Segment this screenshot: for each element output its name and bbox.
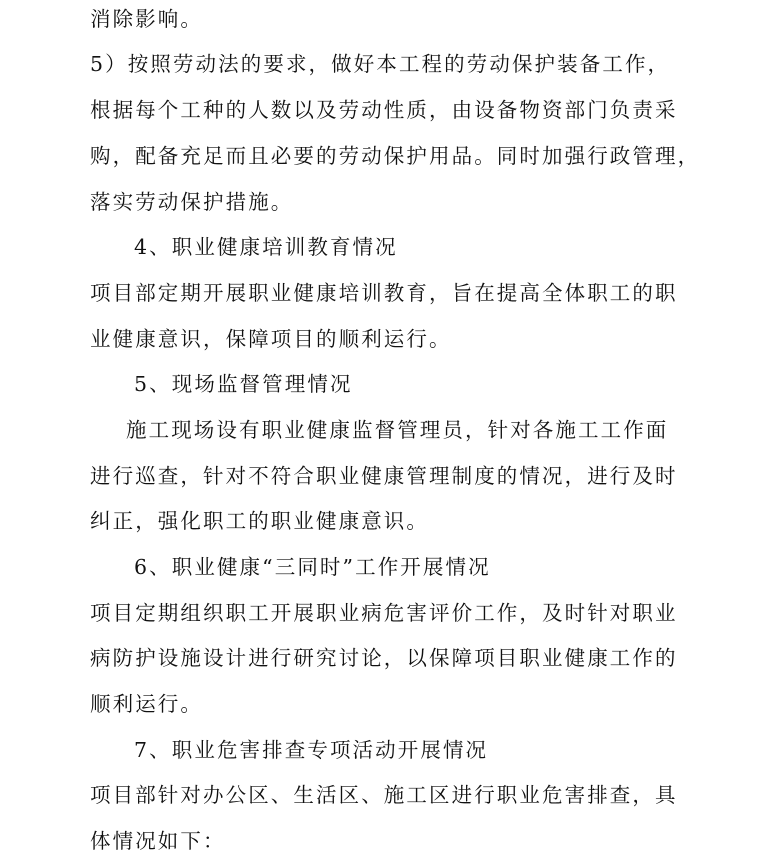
- paragraph-line: 消除影响。: [90, 7, 203, 31]
- section-heading: 4、职业健康培训教育情况: [134, 235, 398, 259]
- paragraph-line: 项目部针对办公区、生活区、施工区进行职业危害排查，具: [90, 783, 678, 807]
- paragraph-line: 顺利运行。: [90, 692, 203, 716]
- section-heading: 6、职业健康“三同时”工作开展情况: [134, 555, 491, 579]
- paragraph-line: 纠正，强化职工的职业健康意识。: [90, 509, 429, 533]
- paragraph-line: 5）按照劳动法的要求，做好本工程的劳动保护装备工作，: [90, 52, 671, 76]
- section-heading: 7、职业危害排查专项活动开展情况: [134, 738, 489, 762]
- paragraph-line: 购，配备充足而且必要的劳动保护用品。同时加强行政管理，: [90, 144, 701, 168]
- paragraph-line: 进行巡查，针对不符合职业健康管理制度的情况，进行及时: [90, 464, 678, 488]
- paragraph-line: 项目定期组织职工开展职业病危害评价工作，及时针对职业: [90, 601, 678, 625]
- paragraph-line: 体情况如下：: [90, 829, 226, 853]
- paragraph-line: 施工现场设有职业健康监督管理员，针对各施工工作面: [126, 418, 669, 442]
- paragraph-line: 落实劳动保护措施。: [90, 190, 294, 214]
- paragraph-line: 业健康意识，保障项目的顺利运行。: [90, 327, 452, 351]
- section-heading: 5、现场监督管理情况: [134, 372, 353, 396]
- paragraph-line: 项目部定期开展职业健康培训教育，旨在提高全体职工的职: [90, 281, 678, 305]
- paragraph-line: 病防护设施设计进行研究讨论，以保障项目职业健康工作的: [90, 646, 678, 670]
- paragraph-line: 根据每个工种的人数以及劳动性质，由设备物资部门负责采: [90, 98, 678, 122]
